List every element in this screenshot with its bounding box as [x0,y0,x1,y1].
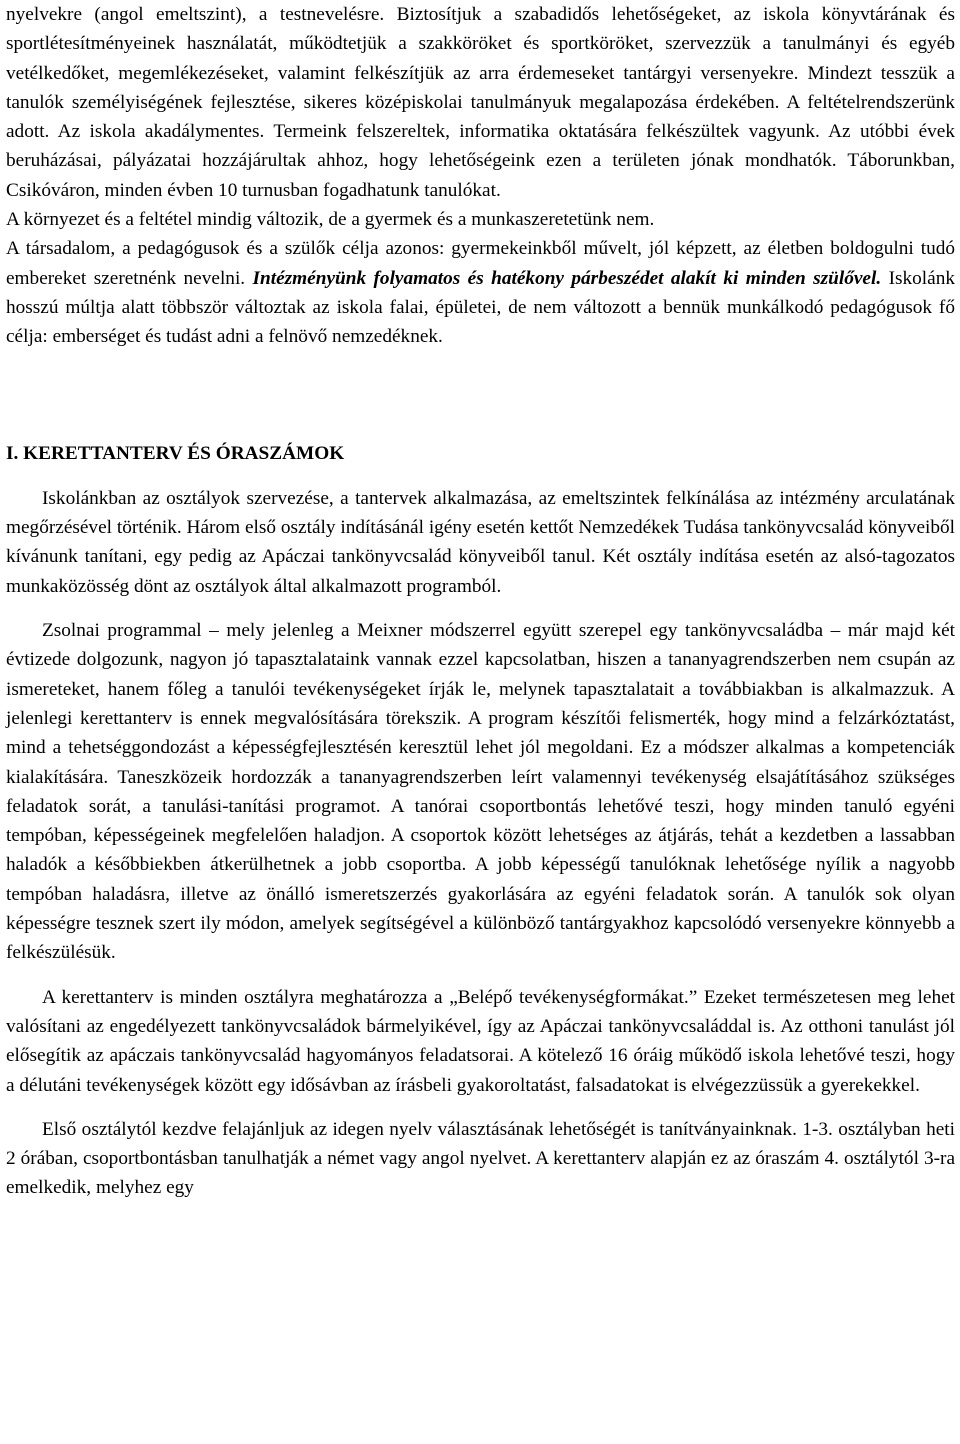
intro-paragraph-2: A környezet és a feltétel mindig változik, de a gyermek és a munkaszeretetünk nem. [6,209,655,231]
document-page [6,0,955,1203]
emphasized-sentence: Intézményünk folyamatos és hatékony párbeszédet alakít ki minden szülővel. [252,267,882,289]
spacer [6,601,955,616]
section-paragraph-4: Első osztálytól kezdve felajánljuk az idegen nyelv választásának lehetőségét is tanítványainknak. 1-3. osztályban heti 2 órában, csoportbontásban tanulhatják a német vagy angol nyelvet. A kerettanterv alapján ez az óraszám 4. osztálytól 3-ra emelkedik, melyhez egy [6,1118,955,1199]
intro-paragraph-1: nyelvekre (angol emeltszint), a testnevelésre. Biztosítjuk a szabadidős lehetőségeket, az iskola könyvtárának és sportlétesítményeinek használatát, működtetjük a szakköröket és sportköröket, szervezzük a tanulmányi és egyéb vetélkedőket, megemlékezéseket, valamint felkészítjük az arra érdemeseket tantárgyi versenyekre. Mindezt tesszük a tanulók személyiségének fejlesztése, sikeres középiskolai tanulmányuk megalapozása érdekében. A feltételrendszerünk adott. Az iskola akadálymentes. Termeink felszereltek, informatika oktatására felkészültek vagyunk. Az utóbbi évek beruházásai, pályázatai hozzájárultak ahhoz, hogy lehetőségeink ezen a területen jónak mondhatók. Táborunkban, Csikóváron, minden évben 10 turnusban fogadhatunk tanulókat. [6,4,955,201]
intro-paragraph-3-start: A társadalom, a pedagógusok és a szülők célja azonos: gyermekeinkből művelt, jól képzett, az életben boldogulni tudó embereket szeretnénk nevelni. [6,238,955,289]
spacer [6,468,955,484]
intro-paragraph-3 [6,234,955,351]
spacer [6,352,955,439]
section-heading: I. KERETTANTERV ÉS ÓRASZÁMOK [6,442,345,464]
section-paragraph-1: Iskolánkban az osztályok szervezése, a tantervek alkalmazása, az emeltszintek felkínálása az intézmény arculatának megőrzésével történik. Három első osztály indításánál igény esetén kettőt Nemzedékek Tudása tankönyvcsalád könyveiből kívánunk tanítani, egy pedig az Apáczai tankönyvcsalád könyveiből tanul. Két osztály indítása esetén az alsó-tagozatos munkaközösség dönt az osztályok által alkalmazott programból. [6,487,955,597]
intro-paragraph-3-end: Iskolánk hosszú múltja alatt többször változtak az iskola falai, épületei, de nem változott a bennük munkálkodó pedagógusok fő célja: emberséget és tudást adni a felnövő nemzedéknek. [6,267,955,348]
spacer [6,1100,955,1115]
spacer [6,968,955,983]
section-paragraph-2: Zsolnai programmal – mely jelenleg a Meixner módszerrel együtt szerepel egy tankönyvcsaládba – már majd két évtizede dolgozunk, nagyon jó tapasztalataink vannak ezzel kapcsolatban, hiszen a tananyagrendszerben nem csupán az ismereteket, hanem főleg a tanulói tevékenységeket írják le, melynek tapasztalatait a továbbiakban is alkalmazzuk. A jelenlegi kerettanterv is ennek megvalósítására törekszik. A program készítői felismerték, hogy mind a felzárkóztatást, mind a tehetséggondozást a képességfejlesztésén keresztül lehet jól megoldani. Ez a módszer alkalmas a kompetenciák kialakítására. Taneszközeik hordozzák a tananyagrendszerben leírt valamennyi tevékenység elsajátításához szükséges feladatok sorát, a tanulási-tanítási programot. A tanórai csoportbontás lehetővé teszi, hogy minden tanuló egyéni tempóban, képességeinek megfelelően haladjon. A csoportok között lehetséges az átjárás, tehát a kezdetben a lassabban haladók a későbbiekben átkerülhetnek a jobb csoportba. A jobb képességű tanulóknak lehetősége nyílik a nagyobb tempóban haladásra, illetve az önálló ismeretszerzés gyakorlására az egyéni feladatok során. A tanulók sok olyan képességre tesznek szert ily módon, amelyek segítségével a különböző tantárgyakhoz kapcsolódó versenyekre könnyebb a felkészülésük. [6,620,955,964]
section-paragraph-3: A kerettanterv is minden osztályra meghatározza a „Belépő tevékenységformákat.” Ezeket természetesen meg lehet valósítani az engedélyezett tankönyvcsaládok bármelyikével, így az Apáczai tankönyvcsaláddal is. Az otthoni tanulást jól elősegítik az apáczais tankönyvcsalád hagyományos feladatsorai. A kötelező 16 óráig működő iskola lehetővé teszi, hogy a délutáni tevékenységek között egy idősávban az írásbeli gyakoroltatást, falsadatokat is elvégezzüssük a gyerekekkel. [6,986,955,1096]
